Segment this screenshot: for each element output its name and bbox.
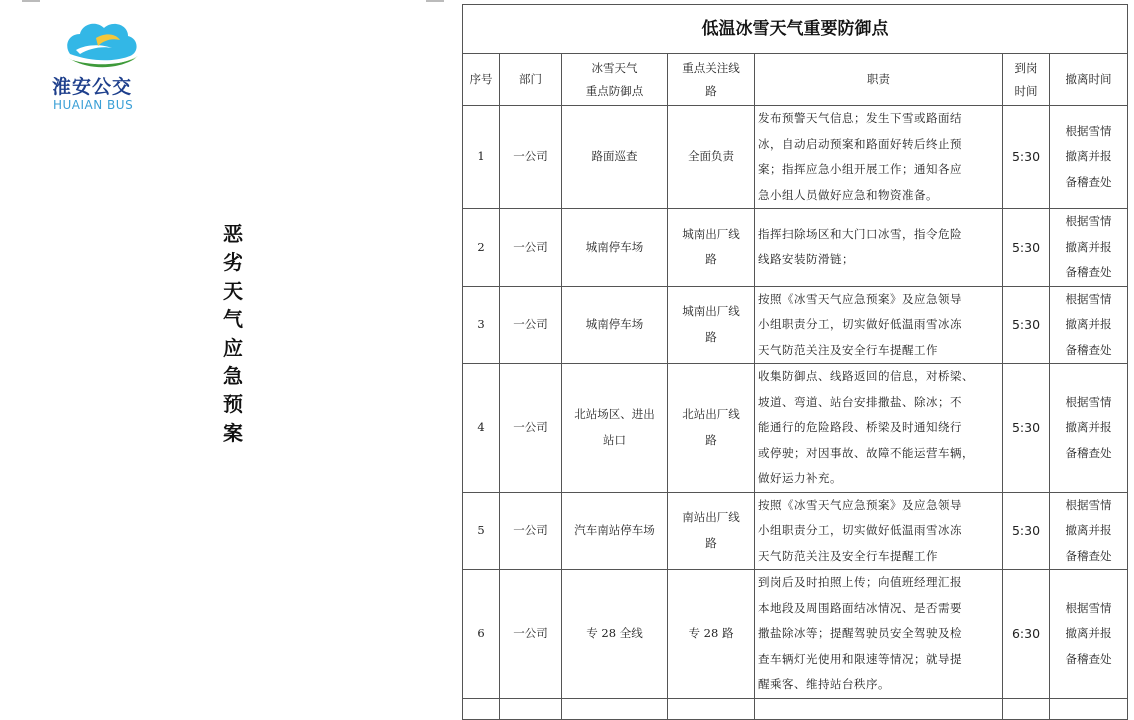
title-char: 急 [223,363,243,388]
cell-duty: 收集防御点、线路返回的信息，对桥梁、 坡道、弯道、站台安排撒盐、除冰；不 能通行的危险路段、桥梁及时通知绕行 或停驶；对因事故、故障不能运营车辆， 做好运力补充。 [755,364,1003,493]
cell-leave-time: 根据雪情 撤离并报 备稽查处 [1050,286,1128,364]
cell-point: 路面巡查 [562,106,668,209]
cell-dept: 一公司 [500,570,562,699]
title-char: 气 [223,307,243,332]
header-dept: 部门 [500,54,562,106]
cell-seq: 4 [463,364,500,493]
cell-line: 全面负责 [668,106,755,209]
cell-dept: 一公司 [500,209,562,287]
header-duty: 职责 [755,54,1003,106]
table-row [463,106,1128,209]
cell-line: 城南出厂线 路 [668,286,755,364]
cell-seq: 3 [463,286,500,364]
cell-leave-time: 根据雪情 撤离并报 备稽查处 [1050,570,1128,699]
cell-duty: 发布预警天气信息；发生下雪或路面结 冰，自动启动预案和路面好转后终止预 案；指挥应急小组开展工作；通知各应 急小组人员做好应急和物资准备。 [755,106,1003,209]
cell-seq: 6 [463,570,500,699]
logo-chinese-text: 淮安公交 [52,76,133,98]
cell-duty: 到岗后及时拍照上传；向值班经理汇报 本地段及周围路面结冰情况、是否需要 撒盐除冰等；提醒驾驶员安全驾驶及检 查车辆灯光使用和限速等情况；就导提 醒乘客、维持站台秩序。 [755,570,1003,699]
title-char: 天 [223,278,243,303]
cell-duty: 按照《冰雪天气应急预案》及应急领导 小组职责分工，切实做好低温雨雪冰冻 天气防范关注及安全行车提醒工作 [755,286,1003,364]
table-row [463,286,1128,364]
table-header-row [463,54,1128,106]
cell-point: 城南停车场 [562,286,668,364]
cell-arrive-time: 5:30 [1003,492,1050,570]
cell-point: 汽车南站停车场 [562,492,668,570]
header-seq: 序号 [463,54,500,106]
header-leave-time: 撤离时间 [1050,54,1128,106]
cell-seq: 5 [463,492,500,570]
cell-line: 城南出厂线 路 [668,209,755,287]
title-char: 案 [223,420,243,445]
table-row [463,492,1128,570]
cloud-logo-icon [62,16,142,72]
defense-points-table [462,4,1128,720]
cell-seq: 2 [463,209,500,287]
cell-point: 城南停车场 [562,209,668,287]
table-row-partial [463,698,1128,719]
title-char: 劣 [223,250,243,275]
cell-dept: 一公司 [500,286,562,364]
cell-leave-time: 根据雪情 撤离并报 备稽查处 [1050,209,1128,287]
cell-arrive-time: 5:30 [1003,286,1050,364]
header-arrive-time: 到岗 时间 [1003,54,1050,106]
cell-line: 南站出厂线 路 [668,492,755,570]
header-point: 冰雪天气 重点防御点 [562,54,668,106]
logo-english-text: HUAIAN BUS [53,98,134,112]
cell-point: 专 28 全线 [562,570,668,699]
corner-mark-right [426,0,444,2]
table-title: 低温冰雪天气重要防御点 [463,5,1128,54]
vertical-document-title [218,220,248,447]
corner-mark-left [22,0,40,2]
cell-dept: 一公司 [500,492,562,570]
title-char: 应 [223,335,243,360]
table-row [463,364,1128,493]
cell-leave-time: 根据雪情 撤离并报 备稽查处 [1050,364,1128,493]
cell-dept: 一公司 [500,364,562,493]
cell-arrive-time: 6:30 [1003,570,1050,699]
title-char: 恶 [223,222,243,246]
cell-seq: 1 [463,106,500,209]
cell-point: 北站场区、进出 站口 [562,364,668,493]
cell-leave-time: 根据雪情 撤离并报 备稽查处 [1050,492,1128,570]
cell-duty: 按照《冰雪天气应急预案》及应急领导 小组职责分工，切实做好低温雨雪冰冻 天气防范关注及安全行车提醒工作 [755,492,1003,570]
cell-duty: 指挥扫除场区和大门口冰雪，指令危险 线路安装防滑链； [755,209,1003,287]
cell-line: 北站出厂线 路 [668,364,755,493]
table-row [463,209,1128,287]
table-row [463,570,1128,699]
header-line: 重点关注线 路 [668,54,755,106]
cell-arrive-time: 5:30 [1003,364,1050,493]
cell-line: 专 28 路 [668,570,755,699]
huaian-bus-logo [52,16,162,116]
title-char: 预 [223,392,243,417]
cell-dept: 一公司 [500,106,562,209]
cell-arrive-time: 5:30 [1003,106,1050,209]
cell-arrive-time: 5:30 [1003,209,1050,287]
cell-leave-time: 根据雪情 撤离并报 备稽查处 [1050,106,1128,209]
